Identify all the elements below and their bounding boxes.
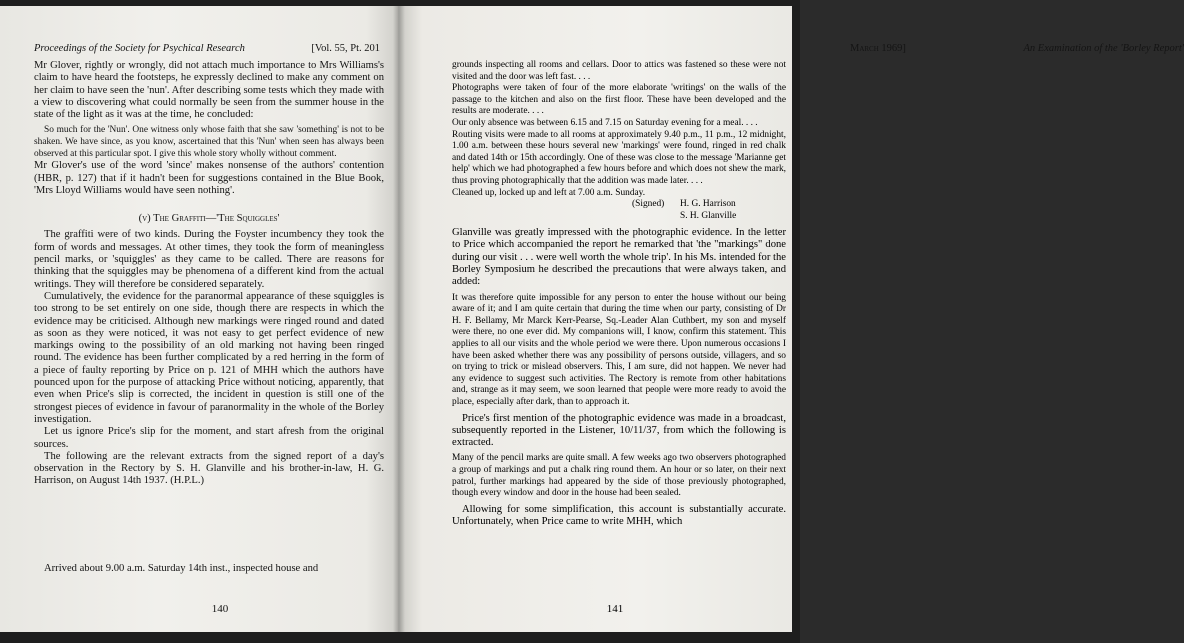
paragraph: Let us ignore Price's slip for the moment, and start afresh from the original sources. xyxy=(34,426,384,450)
book-gutter xyxy=(393,0,405,643)
right-text-column xyxy=(452,60,786,528)
left-running-header xyxy=(34,43,380,54)
block-quote: Many of the pencil marks are quite small. A few weeks ago two observers photographed a group of markings and put a chalk ring round them. An hour or so later, on their next patrol, further markings had appeared by the side of those previously photographed, though every window and door in the house had been sealed. xyxy=(452,453,786,499)
left-page-number: 140 xyxy=(211,603,229,615)
paragraph: Cumulatively, the evidence for the paranormal appearance of these squiggles is too strong to be set entirely on one side, though there are respects in which the evidence may be criticised. Although new markings were ringed round and dated as soon as they were noticed, it was not easy to get perfect evidence of new markings owing to the possibility of an old marking not having been ringed round. The evidence has been further complicated by a red herring in the form of a piece of faulty reporting by Price on p. 121 of MHH which the authors have pounced upon for the purpose of attacking Price without noticing, apparently, that even when Price's slip is corrected, the incident in question is still one of the strongest pieces of evidence in favour of paranormality in the whole of the Borley investigation. xyxy=(34,290,384,425)
report-extract-start: Arrived about 9.00 a.m. Saturday 14th inst., inspected house and xyxy=(44,563,319,574)
report-line: grounds inspecting all rooms and cellars. Door to attics was fastened so these were not visited and the door was left fast. . . . xyxy=(452,60,786,82)
scan-edge-top xyxy=(0,0,800,6)
signatory-harrison: H. G. Harrison xyxy=(680,199,736,210)
block-quote: So much for the 'Nun'. One witness only whose faith that she saw 'something' is not to be shaken. We have since, as you know, ascertained that this 'Nun' when seen has always been observed at this particular spot. I give this whole story wholly without comment. xyxy=(34,125,384,159)
right-page-number: 141 xyxy=(606,603,624,615)
left-header-title: Proceedings of the Society for Psychical Research xyxy=(34,43,245,54)
left-header-volume: [Vol. 55, Pt. 201 xyxy=(311,43,380,54)
paragraph: Mr Glover's use of the word 'since' makes nonsense of the authors' contention (HBR, p. 127) that if it hadn't been for suggestions contained in the Blue Book, 'Mrs Lloyd Williams would have seen nothing'. xyxy=(34,160,384,196)
paragraph: Price's first mention of the photographic evidence was made in a broadcast, subsequently reported in the Listener, 10/11/37, from which the following is extracted. xyxy=(452,412,786,449)
left-page xyxy=(0,0,398,643)
report-line: Our only absence was between 6.15 and 7.15 on Saturday evening for a meal. . . . xyxy=(452,117,758,128)
right-header-date: March 1969] xyxy=(850,43,906,54)
paragraph: The following are the relevant extracts from the signed report of a day's observation in the Rectory by S. H. Glanville and his brother-in-law, H. G. Harrison, on August 14th 1937. (H.P.L.) xyxy=(34,450,384,487)
scan-edge-bottom xyxy=(0,632,800,643)
left-text-column xyxy=(34,60,384,488)
right-header-title: An Examination of the 'Borley Report' xyxy=(1023,43,1184,54)
section-heading: (v) The Graffiti—'The Squiggles' xyxy=(138,213,280,225)
paragraph: The graffiti were of two kinds. During the Foyster incumbency they took the form of words and messages. At other times, they took the form of meaningless pencil marks, or 'squiggles' as they came to be called. There are reasons for thinking that the squiggles may be phenomena of a different kind from the actual writings. They will therefore be considered separately. xyxy=(34,229,384,290)
block-quote: It was therefore quite impossible for any person to enter the house without our being aware of it; and I am quite certain that during the time when our party, consisting of Dr H. F. Bellamy, Mr Marck Kerr-Pearse, Sq.-Leader Alan Cuthbert, my son and myself were there, no one ever did. My companions will, I know, confirm this statement. This applies to all our visits and the whole period we were there. Upon numerous occasions I have been asked whether there was any possibility of persons outside, villagers, and so on trying to trick or mislead observers. This, I am sure, did not happen. We never had any evidence to suggest such activities. The Rectory is remote from other habitations and, strange as it may seem, we soon learned that people were more ready to avoid the place, especially after dark, than to approach it. xyxy=(452,292,786,407)
signed-label: (Signed) xyxy=(632,199,665,210)
signature-block xyxy=(452,199,786,223)
scan-edge-right xyxy=(792,0,800,643)
paragraph: Mr Glover, rightly or wrongly, did not attach much importance to Mrs Williams's claim to have heard the footsteps, he expressly declined to make any comment on her claim to have seen the 'nun'. After describing some tests which they made with a view to discovering what could normally be seen from the summer house in the state of the light as it was at the time, he concluded: xyxy=(34,60,384,121)
report-line: Routing visits were made to all rooms at approximately 9.40 p.m., 11 p.m., 12 midnight, 1.00 a.m. between these hours several new 'markings' were found, ringed in red chalk and dated 14th or 15th accordingly. One of these was close to the message 'Marianne get help' which we had photographed a few hours before and which does not shew the mark, thus proving photographically that the addition was made later. . . . xyxy=(452,129,786,186)
paragraph: Allowing for some simplification, this account is substantially accurate. Unfortunately, when Price came to write MHH, which xyxy=(452,503,786,528)
paragraph: Glanville was greatly impressed with the photographic evidence. In the letter to Price which accompanied the report he remarked that 'the "markings" done during our visit . . . were well worth the whole trip'. In his Ms. intended for the Borley Symposium he described the precautions that were always taken, and added: xyxy=(452,227,786,288)
report-line: Photographs were taken of four of the more elaborate 'writings' on the walls of the passage to the kitchen and also on the first floor. These have been developed and the results are moderate. . . . xyxy=(452,83,786,117)
report-line: Cleaned up, locked up and left at 7.00 a.m. Sunday. xyxy=(452,187,646,198)
signatory-glanville: S. H. Glanville xyxy=(680,211,737,222)
